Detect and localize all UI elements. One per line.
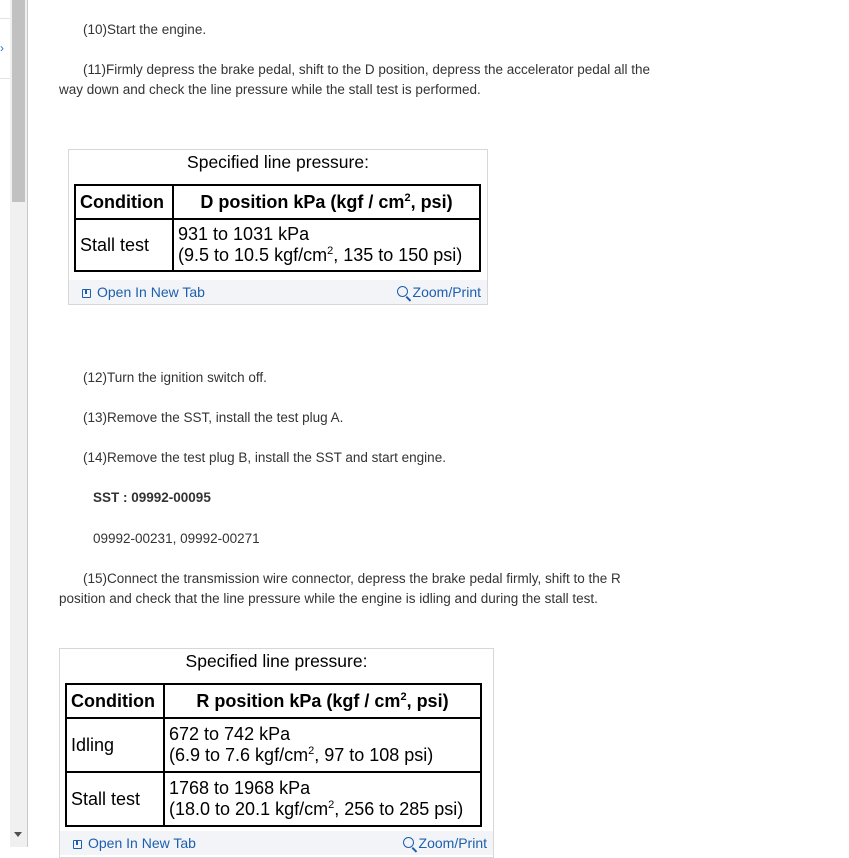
magnifier-zoom-icon [403,837,414,848]
open-in-new-tab-link[interactable]: Open In New Tab [82,282,205,302]
open-in-new-tab-icon [82,289,91,298]
vertical-scrollbar[interactable] [10,0,28,847]
table-row [75,219,480,271]
document-content [28,0,849,851]
figure-footer [60,831,493,855]
panel-divider [0,78,10,79]
step-14: (14)Remove the test plug B, install the SST and start engine. [83,450,446,465]
step-11-line-2: way down and check the line pressure while the stall test is performed. [59,82,481,97]
header-condition: Condition [66,684,164,718]
row-condition: Stall test [75,219,173,271]
spec-figure-r-position [59,648,494,858]
open-in-new-tab-link[interactable]: Open In New Tab [73,833,196,853]
step-10: (10)Start the engine. [83,22,207,37]
scrollbar-thumb[interactable] [12,0,25,202]
left-panel-edge [0,0,10,847]
panel-header-edge [0,0,10,19]
spec-figure-d-position [68,149,488,305]
magnifier-zoom-icon [397,286,408,297]
open-in-new-tab-icon [73,840,82,849]
figure-footer [69,280,487,304]
figure-title: Specified line pressure: [185,651,368,671]
header-value: D position kPa ($kgf / cm^2$, psi) [173,185,480,219]
zoom-print-link[interactable]: Zoom/Print [403,833,487,853]
chevron-right-icon[interactable]: › [0,41,4,55]
step-12: (12)Turn the ignition switch off. [83,370,267,385]
header-value: R position kPa ($kgf / cm^2$, psi) [164,684,481,718]
sst-additional-numbers: 09992-00231, 09992-00271 [93,531,260,546]
spec-table [65,683,482,827]
zoom-print-link[interactable]: Zoom/Print [397,282,481,302]
sst-number: SST : 09992-00095 [93,490,211,505]
step-15-line-2: position and check that the line pressure while the engine is idling and during the stall test. [59,591,598,606]
figure-title: Specified line pressure: [187,152,369,172]
table-row [66,718,481,772]
header-condition: Condition [75,185,173,219]
row-value: 672 to 742 kPa (6.9 to 7.6 kgf/$cm^2$, 97 to 108 psi) [164,718,481,772]
table-row [66,772,481,826]
row-value: 931 to 1031 kPa (9.5 to 10.5 kgf/$cm^2$, 135 to 150 psi) [173,219,480,271]
step-13: (13)Remove the SST, install the test plug A. [83,410,344,425]
row-condition: Idling [66,718,164,772]
spec-table [74,184,481,272]
step-15-line-1: (15)Connect the transmission wire connector, depress the brake pedal firmly, shift to the R [83,571,621,586]
row-condition: Stall test [66,772,164,826]
row-value: 1768 to 1968 kPa (18.0 to 20.1 kgf/$cm^2$, 256 to 285 psi) [164,772,481,826]
scroll-down-arrow-icon[interactable] [14,832,22,837]
step-11-line-1: (11)Firmly depress the brake pedal, shift to the D position, depress the accelerator pedal all the [83,62,651,77]
